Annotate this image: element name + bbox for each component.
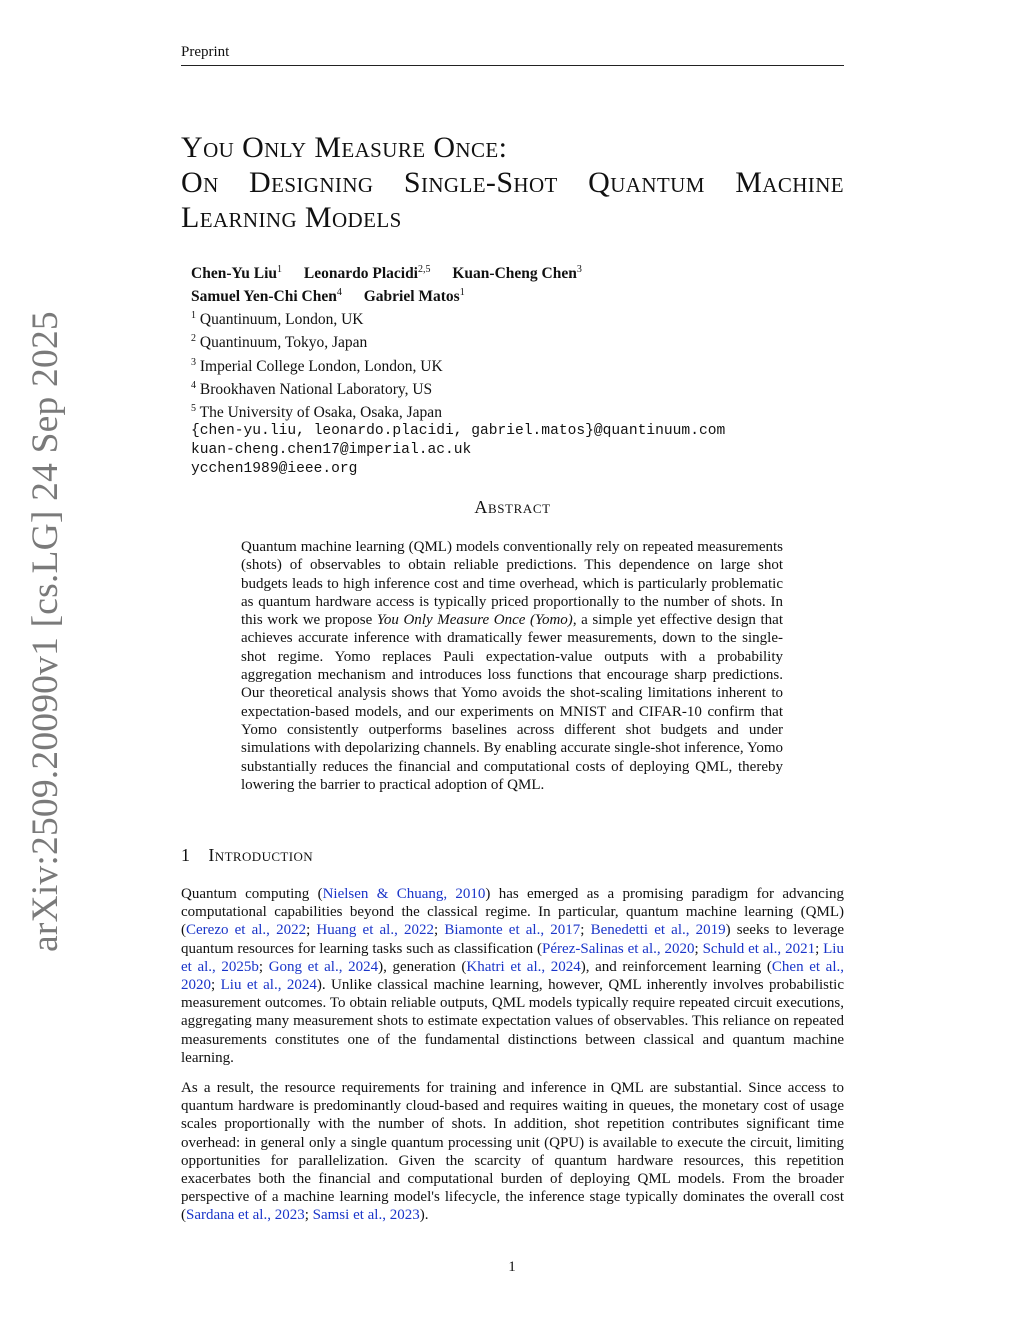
- affiliation-number: 5: [191, 402, 196, 414]
- citation-link[interactable]: Pérez-Salinas et al., 2020: [542, 940, 695, 957]
- text-run: As a result, the resource requirements for training and inference in QML are substantial. Since access to quantum hardware is predominantly cloud-based and requires waiting in queues, the monetary cost of usage scales proportionally with the number of shots. In addition, shot repetition contributes significant time overhead: in general only a single quantum processing unit (QPU) is available to execute the circuit, limiting opportunities for parallelization. Given the scarcity of quantum hardware resources, this repetition exacerbates both the financial and computational burden of deploying QML models. From the broader perspective of a machine learning model's lifecycle, the inference stage typically dominates the overall cost (: [181, 1080, 844, 1224]
- abstract-text: [241, 538, 783, 794]
- email-line: ycchen1989@ieee.org: [191, 461, 358, 478]
- citation-link[interactable]: Liu et al., 2024: [220, 977, 317, 994]
- citation-link[interactable]: Schuld et al., 2021: [702, 940, 816, 957]
- author-row-1: [191, 260, 725, 283]
- author-block: [191, 260, 725, 479]
- text-run: ;: [306, 922, 317, 939]
- arxiv-identifier-stamp: arXiv:2509.20090v1 [cs.LG] 24 Sep 2025: [25, 311, 66, 952]
- text-run: ;: [815, 940, 824, 957]
- author-affiliation-mark: 1: [459, 287, 465, 299]
- text-run: ). Unlike classical machine learning, however, QML inherently involves probabilistic measurement outcomes. To obtain reliable outputs, QML models typically require repeated circuit executions, aggregating many measurement shots to estimate expectation values of observables. This reliance on repeated measurements constitutes one of the fundamental distinctions between classical and quantum machine learning.: [181, 977, 845, 1066]
- header-rule: [181, 65, 844, 66]
- affiliation-text: Brookhaven National Laboratory, US: [199, 380, 433, 398]
- affiliation: [191, 329, 725, 352]
- author-name: Gabriel Matos: [363, 288, 460, 306]
- author-row-2: [191, 283, 725, 306]
- citation-link[interactable]: Sardana et al., 2023: [186, 1207, 305, 1224]
- email-line: kuan-cheng.chen17@imperial.ac.uk: [191, 442, 472, 459]
- text-run: ;: [258, 958, 269, 975]
- affiliation-number: 3: [191, 356, 196, 368]
- text-run: ;: [304, 1207, 313, 1224]
- intro-paragraph-1: [181, 885, 844, 1067]
- title-line-3: Learning Models: [181, 201, 402, 234]
- citation-link[interactable]: Huang et al., 2022: [316, 922, 434, 939]
- text-run: ), generation (: [378, 958, 467, 975]
- abstract-method-name: You Only Measure Once (Yomo): [376, 612, 573, 629]
- author-name: Leonardo Placidi: [303, 265, 418, 283]
- author-name: Kuan-Cheng Chen: [452, 265, 577, 283]
- affiliation: [191, 353, 725, 376]
- affiliation-text: Imperial College London, London, UK: [199, 357, 443, 375]
- citation-link[interactable]: Khatri et al., 2024: [466, 958, 581, 975]
- email-line: {chen-yu.liu, leonardo.placidi, gabriel.matos}@quantinuum.com: [191, 423, 726, 440]
- affiliation-number: 1: [191, 310, 196, 322]
- citation-link[interactable]: Chen et al., 2020: [181, 958, 844, 994]
- author: [364, 288, 465, 305]
- section-number: 1: [181, 845, 191, 865]
- running-header: Preprint: [181, 44, 230, 60]
- citation-link[interactable]: Cerezo et al., 2022: [186, 922, 307, 939]
- citation-link[interactable]: Samsi et al., 2023: [312, 1207, 420, 1224]
- text-run: ;: [580, 922, 591, 939]
- affiliation-text: The University of Osaka, Osaka, Japan: [199, 404, 442, 422]
- section-heading-introduction: [181, 845, 313, 866]
- text-run: Quantum computing (: [181, 886, 323, 902]
- author-affiliation-mark: 4: [336, 287, 342, 299]
- text-run: ;: [434, 922, 445, 939]
- text-run: ;: [211, 977, 221, 994]
- author-name: Chen-Yu Liu: [191, 265, 278, 283]
- text-run: ), and reinforcement learning (: [580, 958, 772, 975]
- paper-title: [181, 130, 844, 235]
- affiliation: [191, 376, 725, 399]
- author: [191, 288, 342, 305]
- affiliation-text: Quantinuum, London, UK: [199, 311, 364, 329]
- affiliation-number: 4: [191, 379, 196, 391]
- affiliation: [191, 399, 725, 422]
- text-run: ;: [694, 940, 703, 957]
- citation-link[interactable]: Gong et al., 2024: [268, 958, 379, 975]
- text-run: ).: [419, 1207, 429, 1224]
- affiliation-number: 2: [191, 333, 196, 345]
- title-line-1: You Only Measure Once:: [181, 131, 508, 164]
- affiliation-text: Quantinuum, Tokyo, Japan: [199, 334, 368, 352]
- intro-paragraph-2: [181, 1079, 844, 1225]
- abstract-heading: Abstract: [474, 497, 551, 517]
- title-line-2: On Designing Single-Shot Quantum Machine: [181, 166, 844, 199]
- author: [191, 265, 282, 282]
- author: [304, 265, 431, 282]
- affiliation: [191, 306, 725, 329]
- text-run: ) has emerged as a promising paradigm for advancing computational capabilities beyond the classical regime. In particular, quantum machine learning (QML) (: [181, 886, 844, 939]
- citation-link[interactable]: Biamonte et al., 2017: [444, 922, 581, 939]
- page-number: 1: [508, 1259, 516, 1275]
- text-run: ) seeks to leverage quantum resources for learning tasks such as classification (: [181, 922, 845, 957]
- section-title: Introduction: [208, 845, 314, 865]
- author-affiliation-mark: 2,5: [418, 264, 431, 275]
- citation-link[interactable]: Liu et al., 2025b: [181, 940, 844, 975]
- citation-link[interactable]: Nielsen & Chuang, 2010: [322, 886, 486, 902]
- author: [452, 265, 581, 282]
- citation-link[interactable]: Benedetti et al., 2019: [590, 922, 726, 939]
- author-affiliation-mark: 1: [277, 264, 283, 275]
- author-name: Samuel Yen-Chi Chen: [191, 288, 337, 306]
- abstract-text-part: , a simple yet effective design that achieves accurate inference with dramatically fewer measurements, down to the single-shot regime. Yomo replaces Pauli expectation-value outputs with a probability aggregation mechanism and introduces loss functions that encourage sharp predictions. Our theoretical analysis shows that Yomo avoids the shot-scaling limitations inherent to expectation-based models, and our experiments on MNIST and CIFAR-10 confirm that Yomo consistently outperforms baselines across different shot budgets and under simulations with depolarizing channels. By enabling accurate single-shot inference, Yomo substantially reduces the financial and computational costs of deploying QML, thereby lowering the barrier to practical adoption of QML.: [241, 612, 783, 793]
- author-affiliation-mark: 3: [576, 264, 582, 275]
- abstract-text-part: Quantum machine learning (QML) models conventionally rely on repeated measurements (shots) of observables to obtain reliable predictions. This dependence on large shot budgets leads to high inference cost and time overhead, which is particularly problematic as quantum hardware access is typically priced proportionally to the number of shots. In this work we propose: [241, 539, 783, 629]
